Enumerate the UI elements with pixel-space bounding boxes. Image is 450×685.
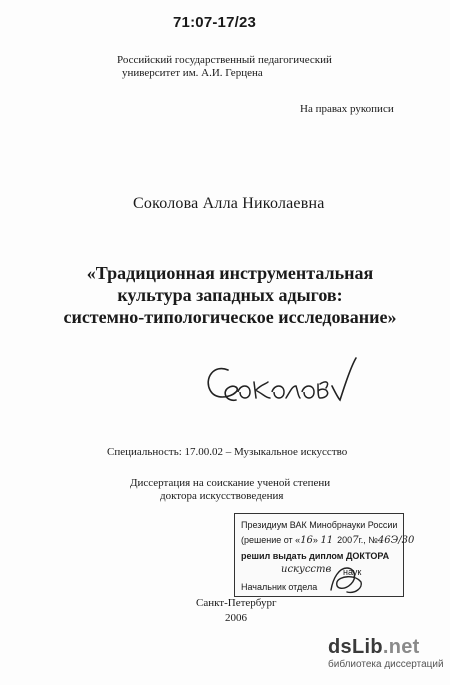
university-name (117, 54, 332, 80)
stamp-field: искусств (281, 564, 332, 575)
stamp-year-prefix: 200 (337, 535, 353, 545)
dslib-logo-tld: .net (382, 636, 420, 658)
stamp-quote: » (312, 535, 321, 545)
dissertation-line-1: Диссертация на соискание ученой степени (130, 477, 331, 489)
stamp-line-1: Президиум ВАК Минобрнауки России (241, 520, 398, 530)
year: 2006 (225, 612, 247, 624)
dissertation-title (40, 262, 420, 328)
dslib-logo[interactable] (328, 636, 444, 659)
rights-note: На правах рукописи (300, 103, 394, 115)
specialty: Специальность: 17.00.02 – Музыкальное искусство (107, 446, 348, 458)
dissertation-degree (130, 477, 330, 503)
title-line-1: «Традиционная инструментальная (86, 263, 374, 283)
stamp-line-5: Начальник отдела (241, 582, 318, 592)
stamp-number: 46Э/30 (377, 535, 415, 546)
stamp-signature-icon (325, 562, 365, 596)
dslib-subtitle: библиотека диссертаций (328, 659, 444, 670)
dslib-logo-main: dsLib (328, 636, 383, 658)
city: Санкт-Петербург (196, 597, 277, 609)
vak-stamp (234, 513, 415, 597)
stamp-year-digit: 7 (352, 535, 359, 546)
author-name: Соколова Алла Николаевна (133, 195, 325, 212)
title-line-2: культура западных адыгов: (117, 285, 343, 305)
stamp-line-2 (241, 535, 414, 546)
stamp-nauk: наук (343, 567, 362, 577)
stamp-number-prefix: г., № (358, 535, 378, 545)
dslib-watermark[interactable] (328, 636, 444, 670)
university-line-1: Российский государственный педагогический (117, 54, 332, 66)
stamp-month: 11 (320, 535, 334, 546)
title-line-3: системно-типологическое исследование» (63, 307, 397, 327)
author-signature-icon (200, 348, 370, 418)
stamp-decision-prefix: (решение от « (241, 535, 301, 545)
university-line-2: университет им. А.И. Герцена (122, 67, 263, 79)
catalog-code: 71:07-17/23 (173, 14, 257, 31)
stamp-line-3: решил выдать диплом ДОКТОРА (241, 551, 390, 561)
stamp-day: 16 (300, 535, 313, 546)
city-and-year (196, 596, 276, 626)
dissertation-line-2: доктора искусствоведения (160, 490, 284, 502)
